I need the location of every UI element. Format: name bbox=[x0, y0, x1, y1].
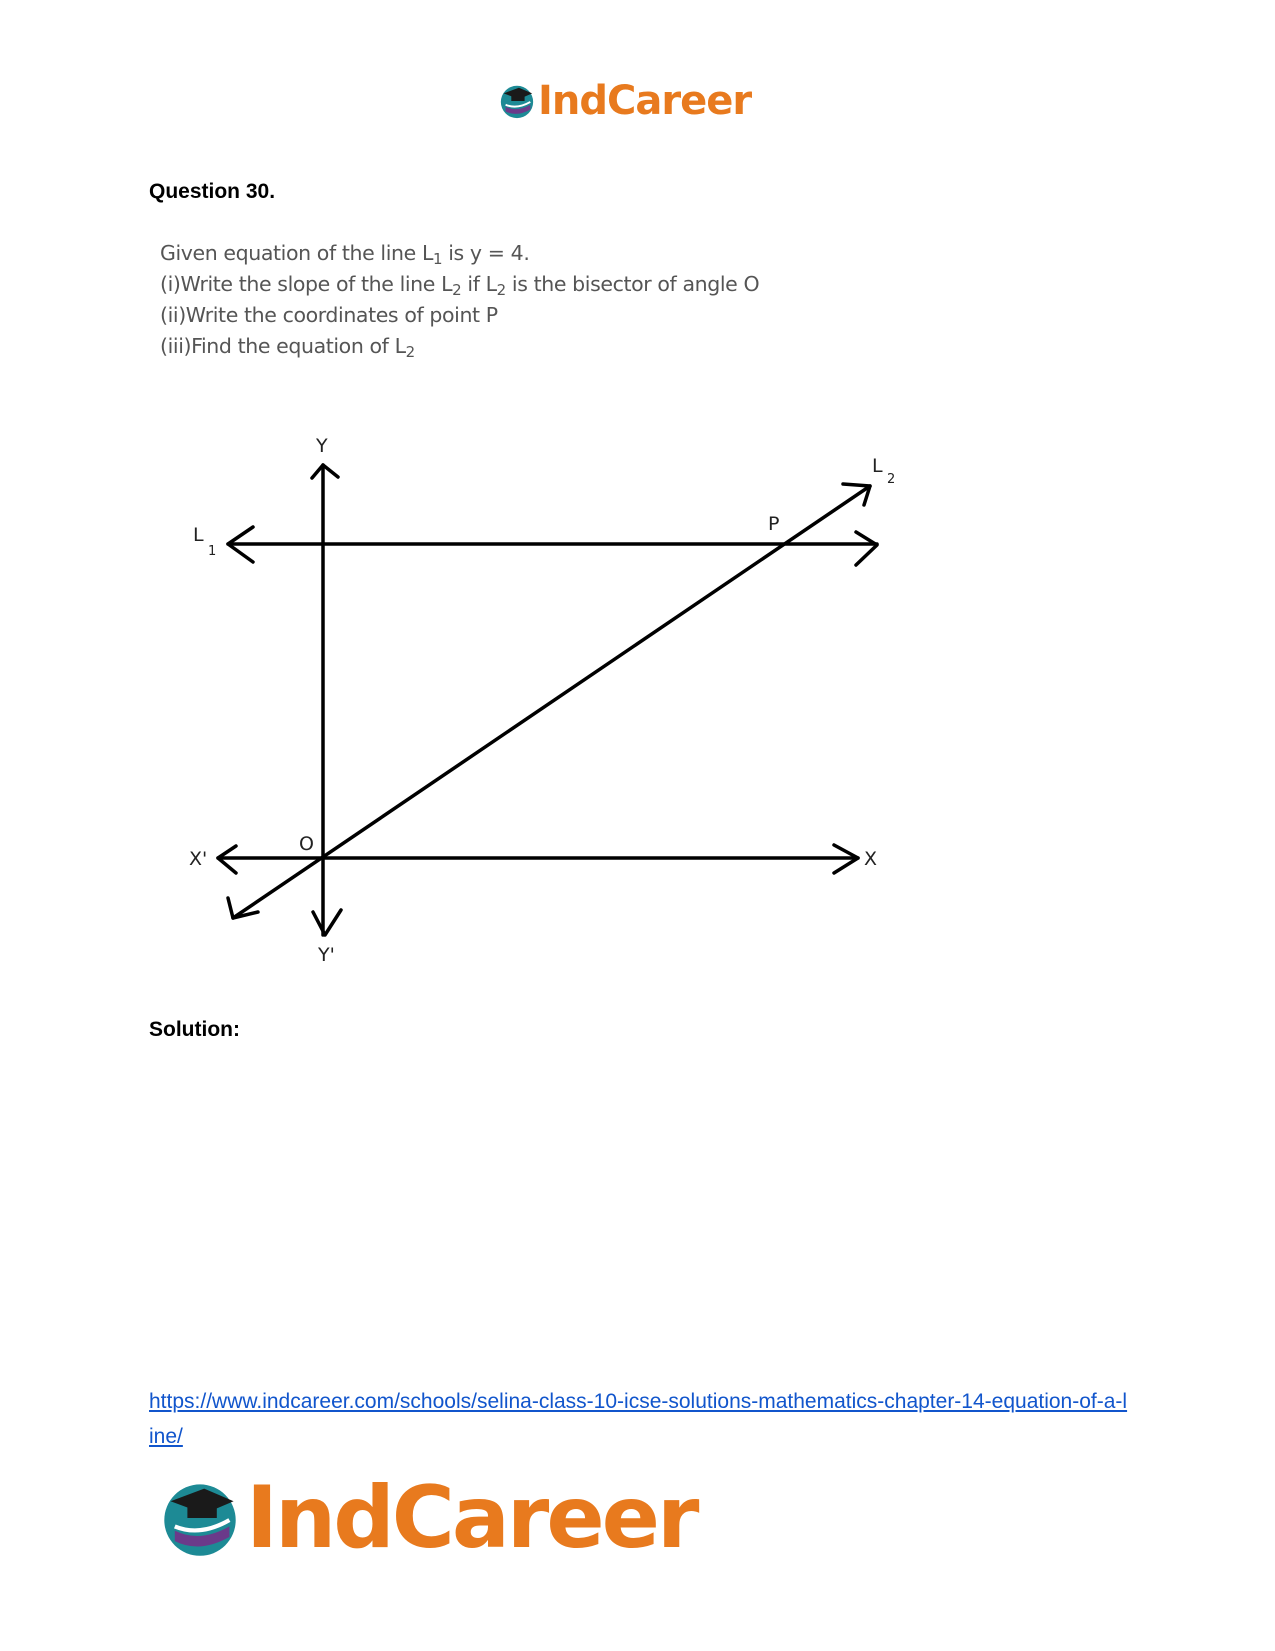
label-l2-sub: 2 bbox=[887, 472, 896, 487]
line-l2-arrow-down bbox=[228, 898, 258, 918]
label-l1-sub: 1 bbox=[208, 544, 217, 559]
question-line-3: (ii)Write the coordinates of point P bbox=[160, 303, 498, 327]
label-x: X bbox=[864, 848, 878, 870]
label-y-prime: Y' bbox=[318, 944, 335, 966]
header-logo-text: IndCareer bbox=[538, 78, 752, 124]
line-l1-arrow-right bbox=[856, 532, 877, 565]
question-heading: Question 30. bbox=[149, 180, 276, 203]
graduation-cap-globe-books-icon bbox=[158, 1476, 242, 1560]
label-o: O bbox=[299, 833, 314, 855]
footer-logo-text: IndCareer bbox=[246, 1468, 697, 1568]
label-y: Y bbox=[316, 435, 328, 457]
label-x-prime: X' bbox=[189, 848, 208, 870]
source-link[interactable]: https://www.indcareer.com/schools/selina-class-10-icse-solutions-mathematics-chapter-14-equation-of-a-line/ bbox=[149, 1390, 1128, 1448]
label-l2: L bbox=[872, 455, 883, 477]
y-axis-arrow-down bbox=[313, 910, 341, 935]
line-l2 bbox=[233, 486, 870, 918]
y-axis-arrow-up bbox=[312, 465, 338, 478]
question-line-2: (i)Write the slope of the line $L_2$ if $L_2$ is the bisector of angle O bbox=[160, 272, 760, 299]
label-l1: L bbox=[193, 524, 204, 546]
label-p: P bbox=[768, 513, 780, 535]
solution-heading: Solution: bbox=[149, 1018, 240, 1041]
question-line-4: (iii)Find the equation of $L_2$ bbox=[160, 334, 415, 361]
question-line-1: Given equation of the line $L_1$ is y = 4. bbox=[160, 241, 530, 268]
footer-logo bbox=[158, 1468, 696, 1568]
